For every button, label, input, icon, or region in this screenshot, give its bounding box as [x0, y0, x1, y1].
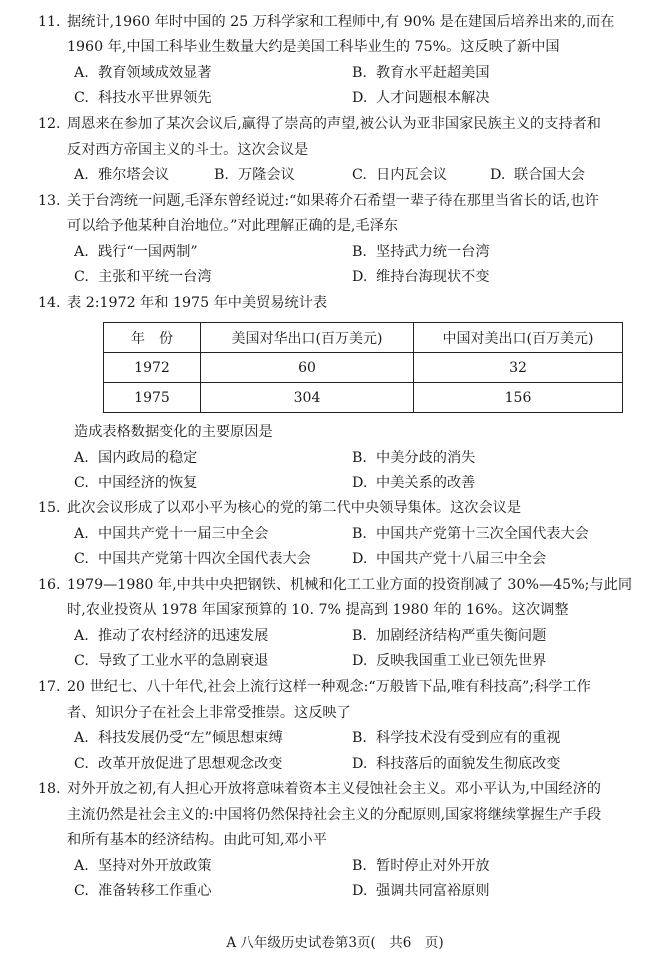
option-d[interactable]: D. 联合国大会	[490, 167, 585, 183]
question-stem-line: 和所有基本的经济结构。由此可知,邓小平	[67, 832, 327, 848]
table-row	[104, 353, 623, 383]
option-b[interactable]: B. 坚持武力统一台湾	[352, 244, 490, 260]
question-stem-line: 者、知识分子在社会上非常受推崇。这反映了	[67, 705, 351, 721]
table-row	[104, 383, 623, 413]
table-header-year: 年 份	[104, 323, 201, 353]
question-number: 12.	[38, 116, 61, 132]
option-b[interactable]: B. 教育水平赶超美国	[352, 65, 490, 81]
question-number: 18.	[38, 781, 61, 797]
option-d[interactable]: D. 反映我国重工业已领先世界	[352, 653, 547, 669]
question-number: 14.	[38, 295, 61, 311]
question-number: 16.	[38, 577, 61, 593]
option-d[interactable]: D. 科技落后的面貌发生彻底改变	[352, 756, 561, 772]
option-a[interactable]: A. 国内政局的稳定	[74, 450, 198, 466]
option-c[interactable]: C. 导致了工业水平的急剧衰退	[74, 653, 269, 669]
option-a[interactable]: A. 中国共产党十一届三中全会	[74, 526, 269, 542]
question-number: 17.	[38, 679, 61, 695]
option-d[interactable]: D. 维持台海现状不变	[352, 269, 490, 285]
option-b[interactable]: B. 加剧经济结构严重失衡问题	[352, 628, 547, 644]
question-stem-line: 1979—1980 年,中共中央把钢铁、机械和化工工业方面的投资削减了 30%—45%;与此同	[67, 577, 633, 593]
option-d[interactable]: D. 人才问题根本解决	[352, 90, 490, 106]
option-a[interactable]: A. 雅尔塔会议	[74, 167, 169, 183]
option-a[interactable]: A. 践行“一国两制”	[74, 244, 198, 260]
table-cell: 60	[201, 353, 414, 383]
question-number: 11.	[38, 14, 61, 30]
table-header-us-exports: 美国对华出口(百万美元)	[201, 323, 414, 353]
table-caption: 表 2:1972 年和 1975 年中美贸易统计表	[67, 295, 328, 311]
table-cell: 32	[414, 353, 623, 383]
option-c[interactable]: C. 日内瓦会议	[352, 167, 447, 183]
question-stem-line: 造成表格数据变化的主要原因是	[74, 424, 273, 440]
table-cell: 1975	[104, 383, 201, 413]
option-b[interactable]: B. 中美分歧的消失	[352, 450, 476, 466]
question-stem-line: 此次会议形成了以邓小平为核心的党的第二代中央领导集体。这次会议是	[67, 500, 522, 516]
question-stem-line: 周恩来在参加了某次会议后,赢得了崇高的声望,被公认为亚非国家民族主义的支持者和	[67, 116, 601, 132]
table-cell: 1972	[104, 353, 201, 383]
question-stem-line: 1960 年,中国工科毕业生数量大约是美国工科毕业生的 75%。这反映了新中国	[67, 39, 560, 55]
question-stem-line: 主流仍然是社会主义的:中国将仍然保持社会主义的分配原则,国家将继续掌握生产手段	[67, 807, 602, 823]
question-stem-line: 据统计,1960 年时中国的 25 万科学家和工程师中,有 90% 是在建国后培养出来的,而在	[67, 14, 615, 30]
option-b[interactable]: B. 暂时停止对外开放	[352, 858, 490, 874]
option-b[interactable]: B. 万隆会议	[214, 167, 295, 183]
option-a[interactable]: A. 坚持对外开放政策	[74, 858, 212, 874]
option-c[interactable]: C. 科技水平世界领先	[74, 90, 212, 106]
option-d[interactable]: D. 中国共产党十八届三中全会	[352, 551, 547, 567]
question-stem-line: 对外开放之初,有人担心开放将意味着资本主义侵蚀社会主义。邓小平认为,中国经济的	[67, 781, 601, 797]
question-stem-line: 关于台湾统一问题,毛泽东曾经说过:“如果蒋介石希望一辈子待在那里当省长的话,也许	[67, 193, 599, 209]
option-a[interactable]: A. 推动了农村经济的迅速发展	[74, 628, 269, 644]
option-b[interactable]: B. 科学技术没有受到应有的重视	[352, 730, 561, 746]
question-stem-line: 20 世纪七、八十年代,社会上流行这样一种观念:“万般皆下品,唯有科技高”;科学工作	[67, 679, 591, 695]
table-cell: 304	[201, 383, 414, 413]
option-c[interactable]: C. 准备转移工作重心	[74, 883, 212, 899]
option-c[interactable]: C. 中国共产党第十四次全国代表大会	[74, 551, 311, 567]
question-number: 13.	[38, 193, 61, 209]
question-stem-line: 可以给予他某种自治地位。”对此理解正确的是,毛泽东	[67, 218, 398, 234]
question-stem-line: 时,农业投资从 1978 年国家预算的 10. 7% 提高到 1980 年的 16%。这次调整	[67, 602, 569, 618]
option-c[interactable]: C. 改革开放促进了思想观念改变	[74, 756, 283, 772]
table-header-row	[104, 323, 623, 353]
option-c[interactable]: C. 中国经济的恢复	[74, 475, 198, 491]
question-stem-line: 反对西方帝国主义的斗士。这次会议是	[67, 142, 309, 158]
page-footer: A 八年级历史试卷第3页( 共6 页)	[226, 935, 444, 951]
table-header-china-exports: 中国对美出口(百万美元)	[414, 323, 623, 353]
trade-statistics-table	[103, 322, 623, 413]
question-number: 15.	[38, 500, 61, 516]
table-cell: 156	[414, 383, 623, 413]
option-d[interactable]: D. 中美关系的改善	[352, 475, 476, 491]
option-c[interactable]: C. 主张和平统一台湾	[74, 269, 212, 285]
option-b[interactable]: B. 中国共产党第十三次全国代表大会	[352, 526, 589, 542]
option-a[interactable]: A. 教育领域成效显著	[74, 65, 212, 81]
option-a[interactable]: A. 科技发展仍受“左”倾思想束缚	[74, 730, 283, 746]
option-d[interactable]: D. 强调共同富裕原则	[352, 883, 490, 899]
